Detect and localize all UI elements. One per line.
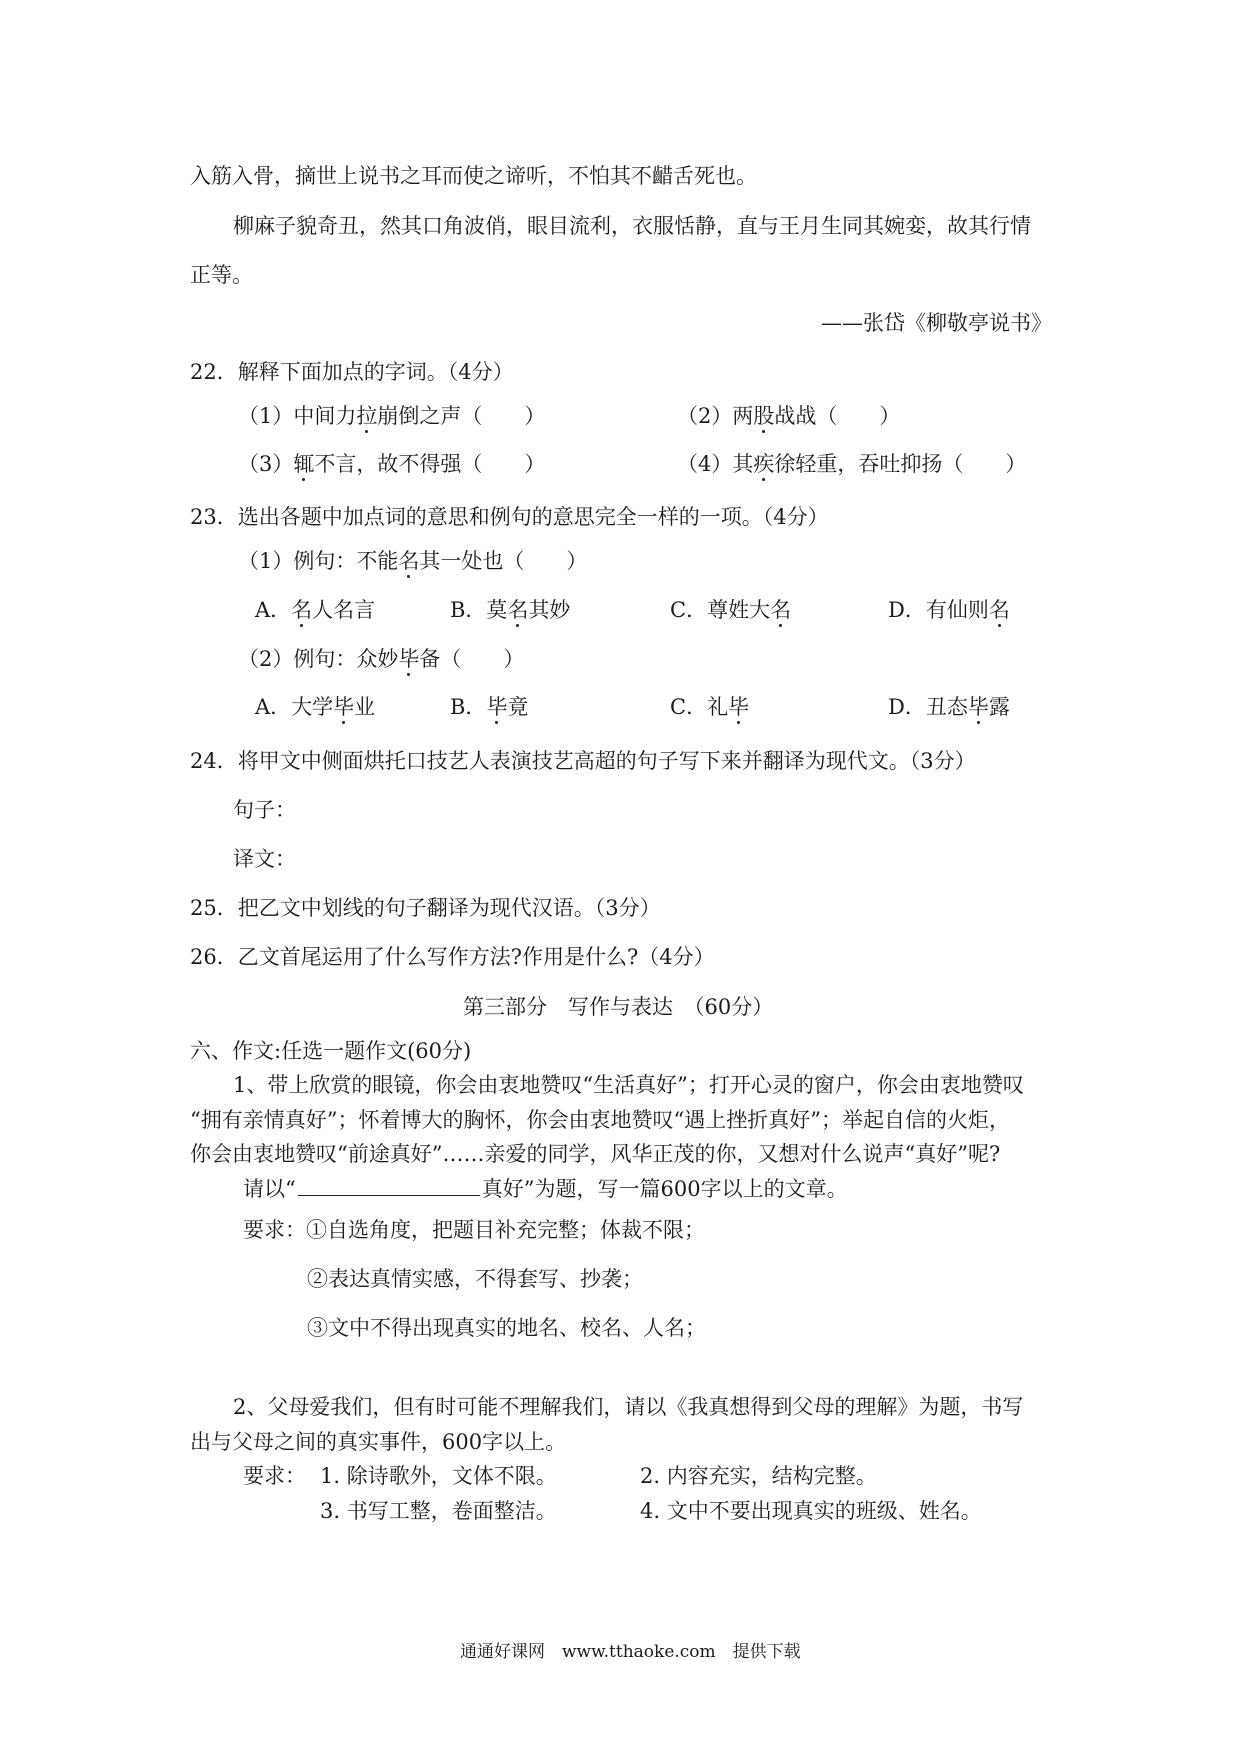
option-d: D．丑态毕露 [888, 695, 1010, 719]
answer-sentence-label: 句子： [233, 798, 296, 822]
topic-1-requirement: ③文中不得出现真实的地名、校名、人名； [307, 1316, 706, 1340]
passage-source: ——张岱《柳敬亭说书》 [821, 311, 1052, 335]
question-24-stem: 24．将甲文中侧面烘托口技艺人表演技艺高超的句子写下来并翻译为现代文。（3分） [190, 749, 976, 773]
question-22-stem: 22．解释下面加点的字词。（4分） [190, 360, 514, 384]
option-b: B．毕竟 [450, 695, 529, 719]
dotted-char: 拉 [356, 404, 378, 428]
topic-2-line: 出与父母之间的真实事件，600字以上。 [190, 1430, 567, 1454]
answer-translation-label: 译文： [233, 847, 296, 871]
topic-1-prompt: 请以“ 真好”为题，写一篇600字以上的文章。 [243, 1173, 848, 1204]
dotted-char: 毕 [486, 695, 508, 719]
passage-line: 正等。 [190, 263, 253, 287]
question-22-item-1: （1）中间力拉崩倒之声（ ） [238, 404, 546, 428]
topic-2-requirement: 4. 文中不要出现真实的班级、姓名。 [640, 1499, 982, 1523]
topic-2-requirement-label: 要求： [243, 1464, 306, 1488]
dotted-char: 股 [753, 404, 775, 428]
dotted-char: 名 [770, 598, 792, 622]
dotted-char: 名 [291, 598, 313, 622]
topic-1-requirement: 要求：①自选角度，把题目补充完整；体裁不限； [243, 1218, 705, 1242]
option-a: A．大学毕业 [255, 695, 376, 719]
dotted-char: 毕 [333, 695, 355, 719]
dotted-char: 名 [507, 598, 529, 622]
part-3-title: 第三部分 写作与表达 （60分） [463, 995, 774, 1019]
topic-2-requirement: 2. 内容充实，结构完整。 [640, 1464, 877, 1488]
option-b: B．莫名其妙 [450, 598, 571, 622]
section-heading: 六、作文:任选一题作文(60分) [190, 1039, 472, 1063]
passage-line: 入筋入骨，摘世上说书之耳而使之谛听，不怕其不齰舌死也。 [190, 164, 757, 188]
dotted-char: 名 [398, 549, 420, 573]
question-25-stem: 25．把乙文中划线的句子翻译为现代汉语。（3分） [190, 896, 661, 920]
question-23-sub-2: （2）例句：众妙毕备（ ） [238, 647, 525, 671]
dotted-char: 毕 [728, 695, 750, 719]
option-d: D．有仙则名 [888, 598, 1010, 622]
question-22-item-3: （3）辄不言，故不得强（ ） [238, 452, 546, 476]
option-a: A．名人名言 [255, 598, 376, 622]
topic-1-line: 1、带上欣赏的眼镜，你会由衷地赞叹“生活真好”；打开心灵的窗户，你会由衷地赞叹 [233, 1073, 1024, 1097]
dotted-char: 毕 [398, 647, 420, 671]
dotted-char: 毕 [967, 695, 989, 719]
option-c: C．礼毕 [670, 695, 750, 719]
title-blank [298, 1173, 480, 1196]
question-22-item-4: （4）其疾徐轻重，吞吐抑扬（ ） [677, 452, 1027, 476]
topic-2-requirement: 3. 书写工整，卷面整洁。 [320, 1499, 557, 1523]
footer-text: 通通好课网 www.tthaoke.com 提供下载 [460, 1642, 801, 1662]
question-22-item-2: （2）两股战战（ ） [677, 404, 901, 428]
topic-1-line: 你会由衷地赞叹“前途真好”……亲爱的同学，风华正茂的你，又想对什么说声“真好”呢? [190, 1142, 1001, 1166]
question-26-stem: 26．乙文首尾运用了什么写作方法?作用是什么?（4分） [190, 945, 715, 969]
passage-line: 柳麻子貌奇丑，然其口角波俏，眼目流利，衣服恬静，直与王月生同其婉娈，故其行情 [233, 214, 1031, 238]
question-23-sub-1: （1）例句：不能名其一处也（ ） [238, 549, 588, 573]
question-23-stem: 23．选出各题中加点词的意思和例句的意思完全一样的一项。（4分） [190, 505, 829, 529]
topic-2-line: 2、父母爱我们，但有时可能不理解我们，请以《我真想得到父母的理解》为题，书写 [233, 1395, 1024, 1419]
topic-1-line: “拥有亲情真好”；怀着博大的胸怀，你会由衷地赞叹“遇上挫折真好”；举起自信的火炬， [190, 1108, 1010, 1132]
dotted-char: 辄 [293, 452, 315, 476]
dotted-char: 疾 [753, 452, 775, 476]
topic-1-requirement: ②表达真情实感，不得套写、抄袭； [307, 1267, 643, 1291]
dotted-char: 名 [988, 598, 1010, 622]
topic-2-requirement: 1. 除诗歌外，文体不限。 [320, 1464, 557, 1488]
option-c: C．尊姓大名 [670, 598, 792, 622]
